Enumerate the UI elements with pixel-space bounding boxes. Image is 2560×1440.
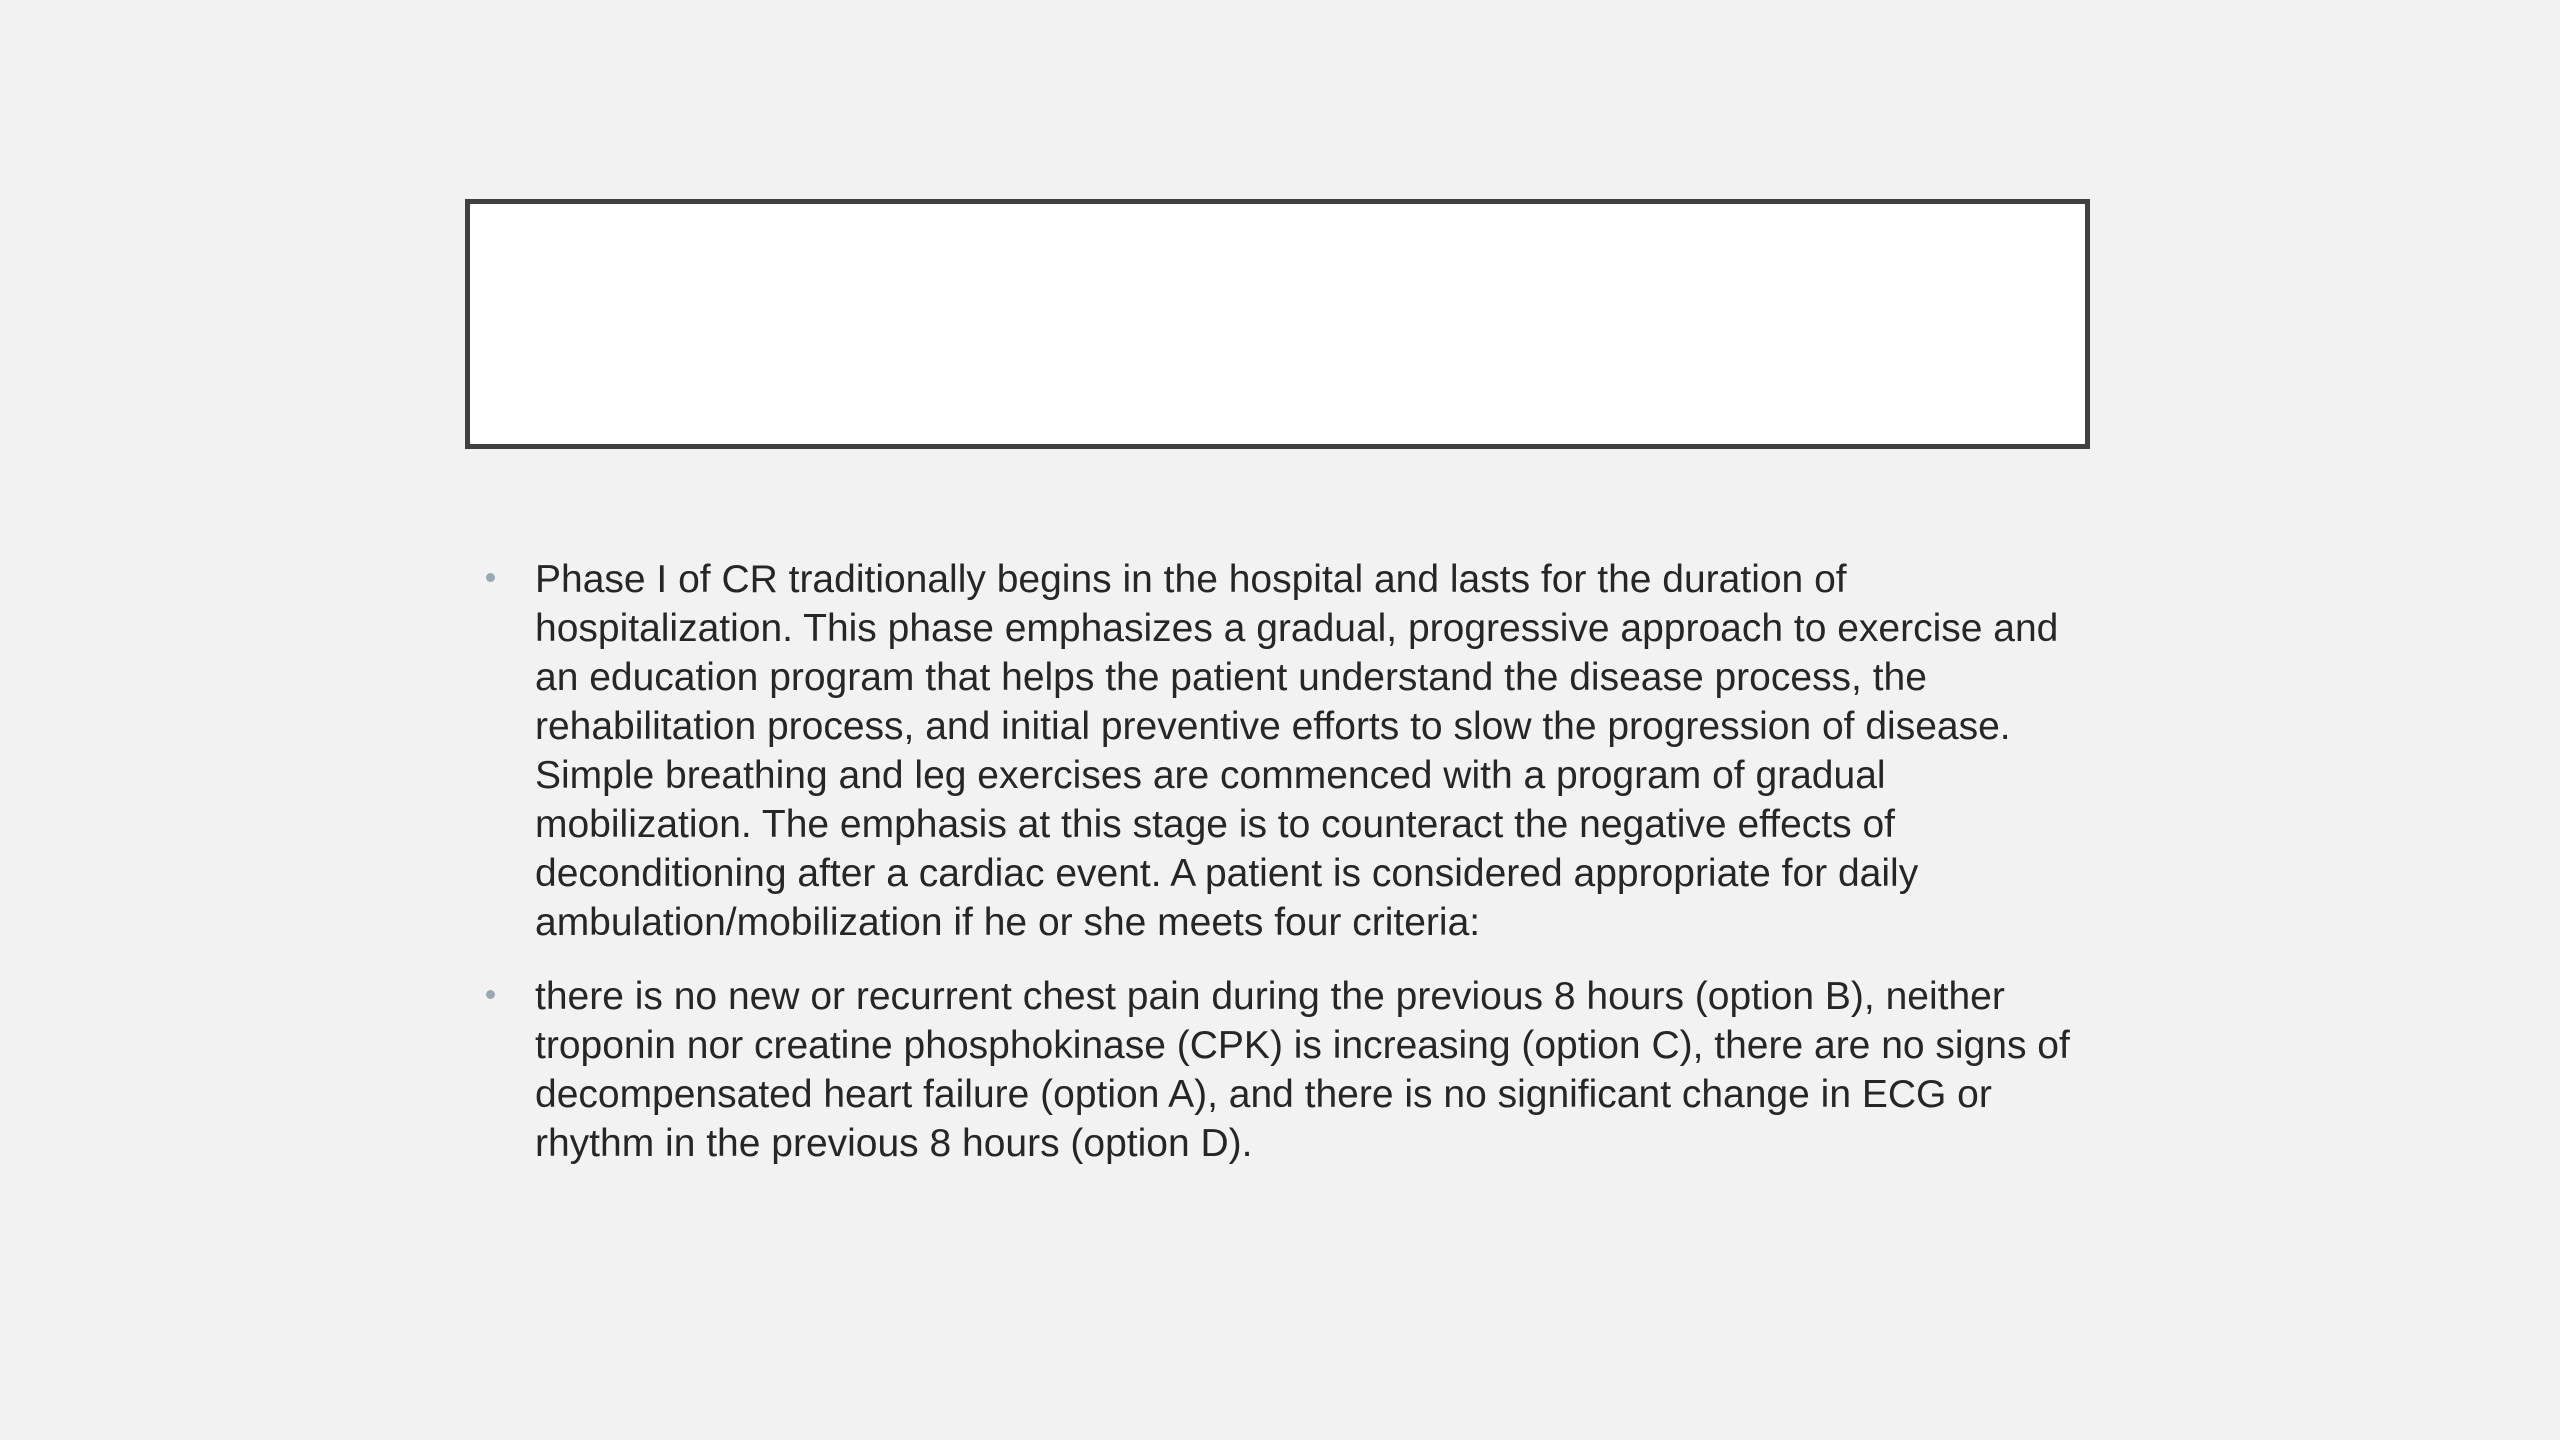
bullet-text: Phase I of CR traditionally begins in the hospital and lasts for the duration of hospitalization. This phase emphasizes a gradual, progressive approach to exercise and an education program that helps the patient understand the disease process, the rehabilitation process, and initial preventive efforts to slow the progression of disease. Simple breathing and leg exercises are commenced with a program of gradual mobilization. The emphasis at this stage is to counteract the negative effects of deconditioning after a cardiac event. A patient is considered appropriate for daily ambulation/mobilization if he or she meets four criteria: [535, 558, 2059, 944]
body-content[interactable] [480, 555, 2080, 1193]
title-placeholder[interactable] [465, 199, 2090, 449]
bullet-list [480, 555, 2080, 1168]
bullet-text: there is no new or recurrent chest pain during the previous 8 hours (option B), neither troponin nor creatine phosphokinase (CPK) is increasing (option C), there are no signs of decompensated heart failure (option A), and there is no significant change in ECG or rhythm in the previous 8 hours (option D). [535, 975, 2070, 1165]
bullet-item-2 [480, 972, 2080, 1168]
bullet-dot-icon [486, 573, 495, 582]
bullet-dot-icon [486, 990, 495, 999]
bullet-item-1 [480, 555, 2080, 947]
